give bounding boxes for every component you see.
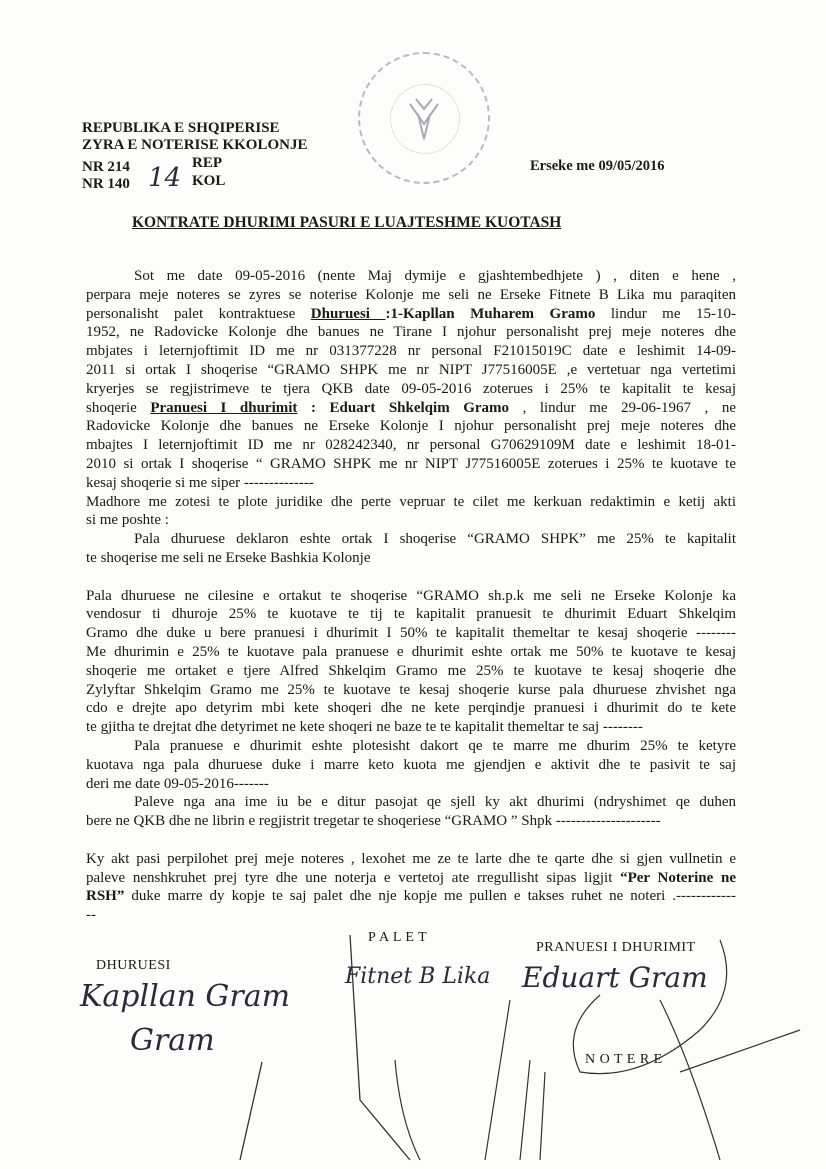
recipient-signature: Eduart Gram bbox=[522, 961, 708, 994]
text-segment: paleve nenshkruhet prej tyre dhe une noterja e vertetoj ate rregullisht sipas ligjit bbox=[86, 870, 621, 886]
text-segment: Me dhurimin e 25% te kuotave pala pranuese e dhurimit eshte ortak me 50% te kuotave te kesaj bbox=[86, 644, 736, 660]
text-segment: 2011 si ortak I shoqerise “GRAMO SHPK me nr NIPT J77516005E ,e vertetuar nga vertetimi bbox=[86, 362, 736, 378]
emphasized-text: : Eduart Shkelqim Gramo bbox=[297, 400, 510, 416]
text-segment: duke marre dy kopje te saj palet dhe nje kopje me pullen e takses ruhet ne noteri .------------ bbox=[124, 888, 736, 904]
emphasized-text: :1-Kapllan Muharem Gramo bbox=[385, 306, 596, 322]
text-segment: kesaj shoqerie si me siper -------------- bbox=[86, 475, 314, 491]
document-title: KONTRATE DHURIMI PASURI E LUAJTESHME KUOTASH bbox=[132, 214, 562, 231]
text-segment: vendosur ti dhuroje 25% te kuotave te tij te kapitalit pranuesit te dhurimit Eduart Shkelqim bbox=[86, 606, 736, 622]
text-segment: Madhore me zotesi te plote juridike dhe perte vepruar te cilet me kerkuan redaktimin e ketij akti bbox=[86, 494, 736, 510]
text-segment: shoqerie me ortaket e tjere Alfred Shkelqim Gramo me 25% te kuotave te kesaj shoqerie dhe bbox=[86, 663, 736, 679]
header-republic: REPUBLIKA E SHQIPERISE bbox=[82, 120, 280, 136]
donor-label: DHURUESI bbox=[96, 958, 171, 973]
donor-signature-second: Gram bbox=[130, 1023, 215, 1058]
text-segment: Sot me date 09-05-2016 (nente Maj dymije e gjashtembedhjete ) , diten e hene , bbox=[134, 268, 736, 284]
recipient-label: PRANUESI I DHURIMIT bbox=[536, 940, 696, 955]
text-segment: , lindur me 29-06-1967 , ne bbox=[509, 400, 737, 416]
text-segment: Zylyftar Shkelqim Gramo me 25% te kuotave te kesaj shoqerie kurse pala dhuruese zhvishet nga bbox=[86, 682, 736, 698]
place-date: Erseke me 09/05/2016 bbox=[530, 158, 665, 174]
notary-label: N O T E R E bbox=[585, 1052, 663, 1067]
text-segment: Pala dhuruese deklaron eshte ortak I shoqerise “GRAMO SHPK” me 25% te kapitalit bbox=[134, 531, 736, 547]
text-segment: mbajtes I leternjoftimit ID me nr 028242340, nr personal G70629109M date e leshimit 18-01- bbox=[86, 437, 736, 453]
text-segment: kuotava nga pala dhuruese duke i marre keto kuota me gjendjen e aktivit dhe te pasivit te saj bbox=[86, 757, 736, 773]
emphasized-text: RSH” bbox=[86, 888, 125, 904]
header-rep-code: REP bbox=[192, 155, 222, 171]
notary-signature: Fitnet B Lika bbox=[345, 964, 491, 989]
text-segment: deri me date 09-05-2016------- bbox=[86, 776, 269, 792]
text-segment: kryerjes se regjistrimeve te tjera QKB date 09-05-2016 zoterues i 25% te kapitalit te kesaj bbox=[86, 381, 736, 397]
header-nr-rep: NR 214 bbox=[82, 159, 130, 175]
text-segment: -- bbox=[86, 907, 96, 923]
text-segment: mbjates i leternjoftimit ID me nr 031377228 nr personal F21015019C date e leshimit 14-09- bbox=[86, 343, 736, 359]
text-segment: Pala pranuese e dhurimit eshte plotesisht dakort qe te marre me dhurim 25% te ketyre bbox=[134, 738, 736, 754]
text-segment: Radovicke Kolonje dhe banues ne Erseke Kolonje I njohur personalisht prej meje noteres dhe bbox=[86, 418, 736, 434]
emphasized-text: “Per Noterine ne bbox=[620, 870, 736, 886]
text-segment: te gjitha te drejtat dhe detyrimet ne kete shoqeri ne baze te te kapitalit themeltar te saj -------- bbox=[86, 719, 643, 735]
text-segment: 1952, ne Radovicke Kolonje dhe banues ne Tirane I njohur personalisht prej meje noteres dhe bbox=[86, 324, 736, 340]
emphasized-text: Dhuruesi bbox=[310, 306, 386, 322]
text-segment: te shoqerise me seli ne Erseke Bashkia Kolonje bbox=[86, 550, 371, 566]
header-nr-kol: NR 140 bbox=[82, 176, 130, 192]
text-segment: Pala dhuruese ne cilesine e ortakut te shoqerise “GRAMO sh.p.k me seli ne Erseke Kolonje ka bbox=[86, 588, 736, 604]
text-segment: 2010 si ortak I shoqerise “ GRAMO SHPK me nr NIPT J77516005E zoterues i 25% te kuotave te bbox=[86, 456, 736, 472]
header-kol-code: KOL bbox=[192, 173, 226, 189]
text-segment: Ky akt pasi perpilohet prej meje noteres , lexohet me ze te larte dhe te qarte dhe si gjen vullnetin e bbox=[86, 851, 736, 867]
text-segment: si me poshte : bbox=[86, 512, 169, 528]
text-segment: personalisht palet kontraktuese bbox=[86, 306, 311, 322]
emphasized-text: Pranuesi I dhurimit bbox=[150, 400, 298, 416]
text-segment: perpara meje noteres se zyres se noterise Kolonje me seli ne Erseke Fitnete B Lika mu paraqiten bbox=[86, 287, 736, 303]
text-segment: bere ne QKB dhe ne librin e regjistrit tregetar te shoqeriese “GRAMO ” Shpk --------------------- bbox=[86, 813, 661, 829]
text-segment: Gramo dhe duke u bere pranuesi i dhurimit I 50% te kapitalit themeltar te kesaj shoqerie -------- bbox=[86, 625, 736, 641]
text-segment: Paleve nga ana ime iu be e ditur pasojat qe sjell ky akt dhurimi (ndryshimet qe duhen bbox=[134, 794, 736, 810]
text-segment: cdo e drejte apo detyrim mbi kete shoqeri dhe ne kete perqindje pranuesi i dhurimit do te kete bbox=[86, 700, 736, 716]
parties-label: P A L E T bbox=[368, 930, 428, 945]
header-notary-office: ZYRA E NOTERISE KKOLONJE bbox=[82, 137, 308, 153]
text-segment: lindur me 15-10- bbox=[595, 306, 736, 322]
donor-signature: Kapllan Gram bbox=[80, 979, 291, 1014]
handwritten-number: 14 bbox=[148, 163, 182, 193]
text-segment: shoqerie bbox=[86, 400, 151, 416]
